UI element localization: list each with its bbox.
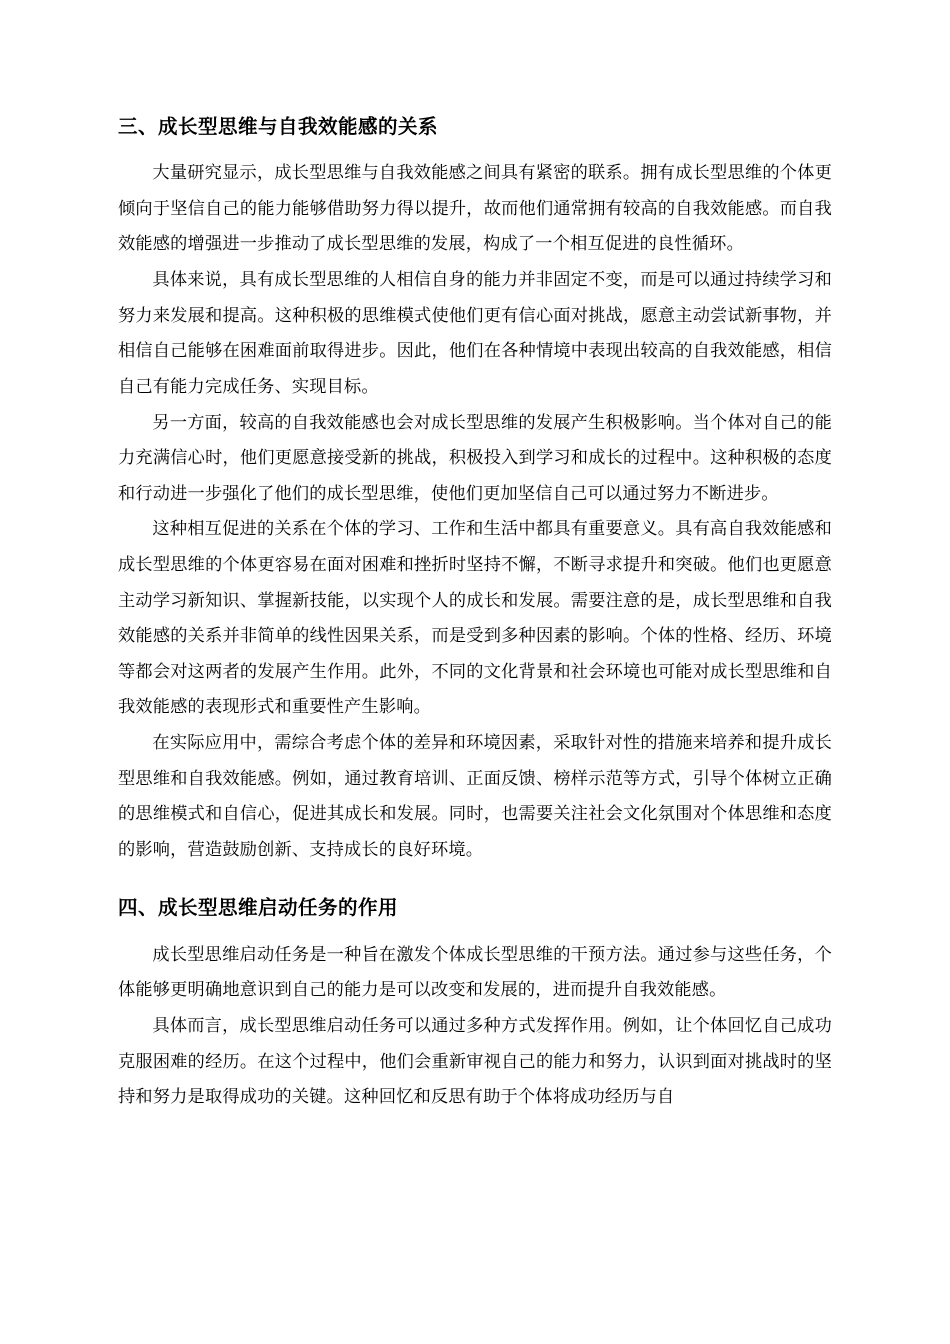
paragraph: 在实际应用中，需综合考虑个体的差异和环境因素，采取针对性的措施来培养和提升成长型思维和自我效能感。例如，通过教育培训、正面反馈、榜样示范等方式，引导个体树立正确的思维模式和自信心，促进其成长和发展。同时，也需要关注社会文化氛围对个体思维和态度的影响，营造鼓励创新、支持成长的良好环境。 xyxy=(118,733,832,859)
paragraph: 大量研究显示，成长型思维与自我效能感之间具有紧密的联系。拥有成长型思维的个体更倾向于坚信自己的能力能够借助努力得以提升，故而他们通常拥有较高的自我效能感。而自我效能感的增强进一步推动了成长型思维的发展，构成了一个相互促进的良性循环。 xyxy=(118,163,832,254)
paragraph: 具体来说，具有成长型思维的人相信自身的能力并非固定不变，而是可以通过持续学习和努力来发展和提高。这种积极的思维模式使他们更有信心面对挑战，愿意主动尝试新事物，并相信自己能够在困难面前取得进步。因此，他们在各种情境中表现出较高的自我效能感，相信自己有能力完成任务、实现目标。 xyxy=(118,270,832,396)
paragraph: 这种相互促进的关系在个体的学习、工作和生活中都具有重要意义。具有高自我效能感和成长型思维的个体更容易在面对困难和挫折时坚持不懈，不断寻求提升和突破。他们也更愿意主动学习新知识、掌握新技能，以实现个人的成长和发展。需要注意的是，成长型思维和自我效能感的关系并非简单的线性因果关系，而是受到多种因素的影响。个体的性格、经历、环境等都会对这两者的发展产生作用。此外，不同的文化背景和社会环境也可能对成长型思维和自我效能感的表现形式和重要性产生影响。 xyxy=(118,519,832,717)
document-body xyxy=(118,112,832,1115)
paragraph: 具体而言，成长型思维启动任务可以通过多种方式发挥作用。例如，让个体回忆自己成功克服困难的经历。在这个过程中，他们会重新审视自己的能力和努力，认识到面对挑战时的坚持和努力是取得成功的关键。这种回忆和反思有助于个体将成功经历与自 xyxy=(118,1015,832,1107)
section-heading-3: 三、成长型思维与自我效能感的关系 xyxy=(118,115,439,138)
section-heading-4: 四、成长型思维启动任务的作用 xyxy=(118,896,399,920)
paragraph: 另一方面，较高的自我效能感也会对成长型思维的发展产生积极影响。当个体对自己的能力充满信心时，他们更愿意接受新的挑战，积极投入到学习和成长的过程中。这种积极的态度和行动进一步强化了他们的成长型思维，使他们更加坚信自己可以通过努力不断进步。 xyxy=(118,412,832,503)
paragraph: 成长型思维启动任务是一种旨在激发个体成长型思维的干预方法。通过参与这些任务，个体能够更明确地意识到自己的能力是可以改变和发展的，进而提升自我效能感。 xyxy=(118,944,832,1000)
